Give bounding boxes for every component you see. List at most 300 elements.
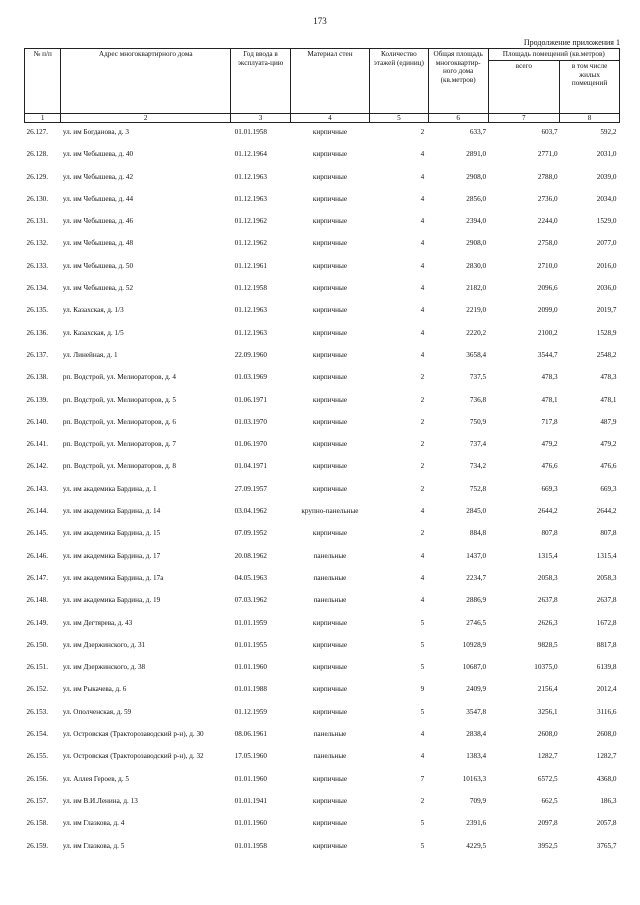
address-cell: ул. им Глазкова, д. 4 (62, 819, 125, 828)
wall-material-cell: кирпичные (312, 284, 348, 293)
living-area-cell: 6139,8 (596, 663, 617, 672)
row-number: 26.156. (26, 774, 49, 783)
floors-cell: 2 (420, 484, 425, 493)
total-area-cell: 750,9 (469, 417, 487, 426)
header-floors: Количество этажей (единиц) (369, 49, 428, 114)
table-row (25, 279, 620, 301)
total-area-cell: 752,8 (469, 484, 487, 493)
wall-material-cell: кирпичные (312, 618, 348, 627)
row-number: 26.157. (26, 796, 49, 805)
address-cell: ул. Ополченская, д. 59 (62, 707, 132, 716)
floors-cell: 4 (420, 551, 425, 560)
wall-material-cell: кирпичные (312, 841, 348, 850)
row-number: 26.130. (26, 194, 49, 203)
living-area-cell: 807,8 (600, 529, 617, 538)
commission-date-cell: 01.01.1960 (234, 774, 267, 783)
commission-date-cell: 01.04.1971 (234, 462, 267, 471)
commission-date-cell: 03.04.1962 (234, 507, 267, 516)
commission-date-cell: 01.01.1958 (234, 128, 267, 136)
table-row (25, 747, 620, 769)
row-number: 26.143. (26, 484, 49, 493)
wall-material-cell: кирпичные (312, 663, 348, 672)
premises-area-cell: 717,8 (541, 417, 558, 426)
premises-area-cell: 478,1 (541, 395, 558, 404)
living-area-cell: 2012,4 (596, 685, 617, 694)
living-area-cell: 478,3 (600, 373, 617, 382)
row-number: 26.147. (26, 573, 49, 582)
floors-cell: 4 (420, 752, 425, 761)
premises-area-cell: 2608,0 (537, 730, 558, 739)
address-cell: ул. им Чебышева, д. 44 (62, 194, 134, 203)
table-body (25, 123, 620, 859)
wall-material-cell: кирпичные (312, 796, 348, 805)
header-num: № п/п (25, 49, 61, 114)
total-area-cell: 737,5 (469, 373, 487, 382)
living-area-cell: 669,3 (600, 484, 617, 493)
floors-cell: 2 (420, 373, 425, 382)
floors-cell: 2 (420, 462, 425, 471)
commission-date-cell: 04.05.1963 (234, 573, 267, 582)
row-number: 26.139. (26, 395, 49, 404)
premises-area-cell: 2736,0 (537, 194, 558, 203)
row-number: 26.146. (26, 551, 49, 560)
commission-date-cell: 01.12.1963 (234, 306, 267, 315)
living-area-cell: 1672,8 (596, 618, 617, 627)
header-total-area: Общая площадь многоквартир-ного дома (кв.метров) (428, 49, 488, 114)
address-cell: ул. им академика Бардина, д. 15 (62, 529, 161, 538)
table-row (25, 614, 620, 636)
floors-cell: 4 (420, 261, 425, 270)
premises-area-cell: 1315,4 (537, 551, 558, 560)
row-number: 26.132. (26, 239, 49, 248)
living-area-cell: 3116,6 (597, 707, 617, 716)
floors-cell: 2 (420, 417, 425, 426)
wall-material-cell: кирпичные (312, 707, 348, 716)
floors-cell: 4 (420, 217, 425, 226)
row-number: 26.133. (26, 261, 49, 270)
floors-cell: 4 (420, 507, 425, 516)
table-row (25, 569, 620, 591)
table-row (25, 346, 620, 368)
table-row (25, 234, 620, 256)
table-row (25, 770, 620, 792)
table-row (25, 368, 620, 390)
table-row (25, 636, 620, 658)
floors-cell: 2 (420, 440, 425, 449)
address-cell: ул. Казахская, д. 1/3 (62, 306, 124, 315)
column-number: 3 (231, 114, 291, 123)
premises-area-cell: 2100,2 (537, 328, 558, 337)
address-cell: ул. им академика Бардина, д. 1 (62, 484, 157, 493)
table-row (25, 680, 620, 702)
row-number: 26.148. (26, 596, 49, 605)
total-area-cell: 2182,0 (466, 284, 487, 293)
total-area-cell: 633,7 (469, 128, 487, 136)
wall-material-cell: кирпичные (312, 150, 348, 159)
address-cell: ул. им В.И.Ленина, д. 13 (62, 796, 138, 805)
wall-material-cell: кирпичные (312, 529, 348, 538)
floors-cell: 4 (420, 730, 425, 739)
wall-material-cell: кирпичные (312, 395, 348, 404)
table-row (25, 591, 620, 613)
commission-date-cell: 01.12.1964 (234, 150, 267, 159)
wall-material-cell: кирпичные (312, 685, 348, 694)
commission-date-cell: 01.01.1958 (234, 841, 267, 850)
wall-material-cell: кирпичные (312, 172, 348, 181)
living-area-cell: 3765,7 (596, 841, 617, 850)
premises-area-cell: 2097,8 (537, 819, 558, 828)
table-row (25, 145, 620, 167)
total-area-cell: 734,2 (469, 462, 487, 471)
table-row (25, 212, 620, 234)
commission-date-cell: 08.06.1961 (234, 730, 267, 739)
table-row (25, 123, 620, 146)
total-area-cell: 736,8 (469, 395, 487, 404)
address-cell: ул. им Глазкова, д. 5 (62, 841, 125, 850)
row-number: 26.136. (26, 328, 49, 337)
row-number: 26.141. (26, 440, 49, 449)
page-number: 173 (313, 16, 327, 26)
total-area-cell: 2746,5 (466, 618, 487, 627)
column-number: 7 (488, 114, 560, 123)
premises-area-cell: 478,3 (541, 373, 558, 382)
total-area-cell: 10163,3 (462, 774, 487, 783)
wall-material-cell: панельные (313, 573, 347, 582)
floors-cell: 7 (420, 774, 425, 783)
wall-material-cell: панельные (313, 752, 347, 761)
total-area-cell: 2220,2 (466, 328, 487, 337)
living-area-cell: 2644,2 (596, 507, 617, 516)
commission-date-cell: 01.01.1960 (234, 663, 267, 672)
address-cell: ул. им Дегтярева, д. 43 (62, 618, 133, 627)
floors-cell: 5 (420, 707, 425, 716)
premises-area-cell: 2096,6 (537, 284, 558, 293)
header-year: Год ввода в эксплуата-цию (231, 49, 291, 114)
row-number: 26.149. (26, 618, 49, 627)
living-area-cell: 487,9 (600, 417, 617, 426)
premises-area-cell: 2058,3 (537, 573, 558, 582)
table-row (25, 190, 620, 212)
address-cell: ул. Островская (Тракторозаводский р-н), д. 32 (62, 752, 204, 761)
total-area-cell: 2219,0 (466, 306, 487, 315)
living-area-cell: 2031,0 (596, 150, 617, 159)
floors-cell: 9 (420, 685, 425, 694)
living-area-cell: 1529,0 (596, 217, 617, 226)
living-area-cell: 2637,8 (596, 596, 617, 605)
commission-date-cell: 20.08.1962 (234, 551, 267, 560)
total-area-cell: 2409,9 (466, 685, 487, 694)
row-number: 26.154. (26, 730, 49, 739)
address-cell: ул. Островская (Тракторозаводский р-н), д. 30 (62, 730, 204, 739)
floors-cell: 5 (420, 841, 425, 850)
living-area-cell: 2019,7 (596, 306, 617, 315)
premises-area-cell: 3544,7 (537, 350, 558, 359)
premises-area-cell: 2788,0 (537, 172, 558, 181)
premises-area-cell: 2644,2 (537, 507, 558, 516)
floors-cell: 4 (420, 172, 425, 181)
row-number: 26.138. (26, 373, 49, 382)
commission-date-cell: 01.12.1962 (234, 217, 267, 226)
living-area-cell: 2016,0 (596, 261, 617, 270)
floors-cell: 2 (420, 529, 425, 538)
wall-material-cell: кирпичные (312, 261, 348, 270)
row-number: 26.153. (26, 707, 49, 716)
premises-area-cell: 2710,0 (537, 261, 558, 270)
floors-cell: 5 (420, 618, 425, 627)
table-row (25, 502, 620, 524)
table-row (25, 413, 620, 435)
commission-date-cell: 17.05.1960 (234, 752, 267, 761)
commission-date-cell: 01.03.1969 (234, 373, 267, 382)
address-cell: ул. им академика Бардина, д. 19 (62, 596, 161, 605)
table-row (25, 524, 620, 546)
address-cell: ул. им Рыкачева, д. 6 (62, 685, 127, 694)
premises-area-cell: 2771,0 (537, 150, 558, 159)
address-cell: рп. Водстрой, ул. Мелиораторов, д. 7 (62, 440, 176, 449)
row-number: 26.144. (26, 507, 49, 516)
row-number: 26.131. (26, 217, 49, 226)
table-row (25, 257, 620, 279)
wall-material-cell: кирпичные (312, 373, 348, 382)
address-cell: ул. Казахская, д. 1/5 (62, 328, 124, 337)
table-row (25, 792, 620, 814)
living-area-cell: 2058,3 (596, 573, 617, 582)
floors-cell: 2 (420, 128, 425, 136)
total-area-cell: 2391,6 (466, 819, 487, 828)
row-number: 26.145. (26, 529, 49, 538)
row-number: 26.150. (26, 640, 49, 649)
premises-area-cell: 3952,5 (537, 841, 558, 850)
table-row (25, 324, 620, 346)
living-area-cell: 1315,4 (596, 551, 617, 560)
commission-date-cell: 01.01.1941 (234, 796, 267, 805)
wall-material-cell: панельные (313, 551, 347, 560)
floors-cell: 4 (420, 239, 425, 248)
floors-cell: 4 (420, 284, 425, 293)
total-area-cell: 884,8 (469, 529, 487, 538)
floors-cell: 4 (420, 596, 425, 605)
total-area-cell: 737,4 (469, 440, 487, 449)
floors-cell: 4 (420, 573, 425, 582)
total-area-cell: 2845,0 (466, 507, 487, 516)
wall-material-cell: кирпичные (312, 640, 348, 649)
living-area-cell: 2036,0 (596, 284, 617, 293)
wall-material-cell: кирпичные (312, 128, 348, 136)
premises-area-cell: 479,2 (541, 440, 558, 449)
premises-area-cell: 2099,0 (537, 306, 558, 315)
living-area-cell: 2548,2 (596, 350, 617, 359)
total-area-cell: 709,9 (469, 796, 487, 805)
commission-date-cell: 01.01.1955 (234, 640, 267, 649)
total-area-cell: 2908,0 (466, 172, 487, 181)
address-cell: рп. Водстрой, ул. Мелиораторов, д. 8 (62, 462, 176, 471)
premises-area-cell: 9828,5 (537, 640, 558, 649)
floors-cell: 4 (420, 306, 425, 315)
floors-cell: 5 (420, 663, 425, 672)
commission-date-cell: 07.03.1962 (234, 596, 267, 605)
premises-area-cell: 2156,4 (537, 685, 558, 694)
commission-date-cell: 01.12.1959 (234, 707, 267, 716)
premises-area-cell: 662,5 (541, 796, 558, 805)
total-area-cell: 1383,4 (466, 752, 487, 761)
table-row (25, 301, 620, 323)
address-cell: рп. Водстрой, ул. Мелиораторов, д. 6 (62, 417, 176, 426)
table-row (25, 703, 620, 725)
row-number: 26.159. (26, 841, 49, 850)
wall-material-cell: крупно-панельные (301, 507, 359, 516)
commission-date-cell: 01.01.1959 (234, 618, 267, 627)
total-area-cell: 2234,7 (466, 573, 487, 582)
total-area-cell: 10687,0 (462, 663, 487, 672)
total-area-cell: 4229,5 (466, 841, 487, 850)
wall-material-cell: кирпичные (312, 774, 348, 783)
table-row (25, 391, 620, 413)
header-address: Адрес многоквартирного дома (61, 49, 231, 114)
commission-date-cell: 27.09.1957 (234, 484, 267, 493)
total-area-cell: 10928,9 (462, 640, 487, 649)
commission-date-cell: 01.12.1961 (234, 261, 267, 270)
premises-area-cell: 3256,1 (537, 707, 558, 716)
living-area-cell: 2608,0 (596, 730, 617, 739)
header-premises-area: Площадь помещений (кв.метров) (488, 49, 619, 61)
row-number: 26.158. (26, 819, 49, 828)
table-row (25, 725, 620, 747)
premises-area-cell: 807,8 (541, 529, 558, 538)
address-cell: ул. им Чебышева, д. 50 (62, 261, 134, 270)
address-cell: ул. им Дзержинского, д. 38 (62, 663, 146, 672)
row-number: 26.140. (26, 417, 49, 426)
wall-material-cell: кирпичные (312, 328, 348, 337)
continuation-note: Продолжение приложения 1 (523, 38, 620, 47)
living-area-cell: 592,2 (600, 128, 617, 136)
total-area-cell: 2886,9 (466, 596, 487, 605)
wall-material-cell: кирпичные (312, 350, 348, 359)
commission-date-cell: 01.12.1958 (234, 284, 267, 293)
commission-date-cell: 01.12.1963 (234, 328, 267, 337)
wall-material-cell: кирпичные (312, 440, 348, 449)
commission-date-cell: 01.12.1963 (234, 194, 267, 203)
header-premises-living: в том числе жилых помещений (560, 61, 620, 114)
wall-material-cell: кирпичные (312, 194, 348, 203)
column-number: 1 (25, 114, 61, 123)
address-cell: ул. им академика Бардина, д. 17 (62, 551, 161, 560)
premises-area-cell: 476,6 (541, 462, 558, 471)
wall-material-cell: кирпичные (312, 462, 348, 471)
premises-area-cell: 669,3 (541, 484, 558, 493)
table-row (25, 457, 620, 479)
table-row (25, 547, 620, 569)
address-cell: ул. им Дзержинского, д. 31 (62, 640, 146, 649)
wall-material-cell: кирпичные (312, 819, 348, 828)
table-row (25, 814, 620, 836)
row-number: 26.135. (26, 306, 49, 315)
wall-material-cell: кирпичные (312, 217, 348, 226)
premises-area-cell: 10375,0 (534, 663, 558, 672)
row-number: 26.142. (26, 462, 49, 471)
wall-material-cell: кирпичные (312, 306, 348, 315)
table-row (25, 480, 620, 502)
address-cell: ул. им Чебышева, д. 52 (62, 284, 134, 293)
living-area-cell: 2039,0 (596, 172, 617, 181)
floors-cell: 2 (420, 395, 425, 404)
column-number: 6 (428, 114, 488, 123)
row-number: 26.134. (26, 284, 49, 293)
commission-date-cell: 01.01.1960 (234, 819, 267, 828)
column-number: 8 (560, 114, 620, 123)
column-number: 4 (290, 114, 369, 123)
row-number: 26.155. (26, 752, 49, 761)
wall-material-cell: панельные (313, 730, 347, 739)
address-cell: ул. им Чебышева, д. 48 (62, 239, 134, 248)
premises-area-cell: 2244,0 (537, 217, 558, 226)
table-row (25, 168, 620, 190)
address-cell: рп. Водстрой, ул. Мелиораторов, д. 5 (62, 395, 176, 404)
address-cell: ул. им Чебышева, д. 42 (62, 172, 134, 181)
living-area-cell: 8817,8 (596, 640, 617, 649)
floors-cell: 5 (420, 819, 425, 828)
commission-date-cell: 01.06.1971 (234, 395, 267, 404)
address-cell: ул. Аллея Героев, д. 5 (62, 774, 130, 783)
address-cell: ул. им академика Бардина, д. 14 (62, 507, 161, 516)
total-area-cell: 2830,0 (466, 261, 487, 270)
premises-area-cell: 2637,8 (537, 596, 558, 605)
housing-table (24, 48, 620, 859)
wall-material-cell: кирпичные (312, 239, 348, 248)
header-premises-all: всего (488, 61, 560, 114)
living-area-cell: 2057,8 (596, 819, 617, 828)
row-number: 26.137. (26, 350, 49, 359)
total-area-cell: 2856,0 (466, 194, 487, 203)
premises-area-cell: 6572,5 (537, 774, 558, 783)
row-number: 26.127. (26, 128, 49, 136)
floors-cell: 2 (420, 796, 425, 805)
commission-date-cell: 01.01.1988 (234, 685, 267, 694)
premises-area-cell: 2626,3 (537, 618, 558, 627)
floors-cell: 5 (420, 640, 425, 649)
premises-area-cell: 603,7 (541, 128, 558, 136)
living-area-cell: 479,2 (600, 440, 617, 449)
premises-area-cell: 1282,7 (537, 752, 558, 761)
table-row (25, 837, 620, 859)
living-area-cell: 1528,9 (596, 328, 617, 337)
living-area-cell: 476,6 (600, 462, 617, 471)
header-material: Материал стен (290, 49, 369, 114)
total-area-cell: 2908,0 (466, 239, 487, 248)
living-area-cell: 4368,0 (596, 774, 617, 783)
commission-date-cell: 01.12.1963 (234, 172, 267, 181)
commission-date-cell: 01.06.1970 (234, 440, 267, 449)
address-cell: ул. им Чебышева, д. 46 (62, 217, 134, 226)
address-cell: рп. Водстрой, ул. Мелиораторов, д. 4 (62, 373, 176, 382)
total-area-cell: 3658,4 (466, 350, 487, 359)
living-area-cell: 1282,7 (596, 752, 617, 761)
commission-date-cell: 01.12.1962 (234, 239, 267, 248)
living-area-cell: 186,3 (600, 796, 617, 805)
wall-material-cell: кирпичные (312, 484, 348, 493)
living-area-cell: 2077,0 (596, 239, 617, 248)
wall-material-cell: панельные (313, 596, 347, 605)
living-area-cell: 478,1 (600, 395, 617, 404)
commission-date-cell: 07.09.1952 (234, 529, 267, 538)
total-area-cell: 2394,0 (466, 217, 487, 226)
table-row (25, 435, 620, 457)
living-area-cell: 2034,0 (596, 194, 617, 203)
row-number: 26.129. (26, 172, 49, 181)
floors-cell: 4 (420, 350, 425, 359)
column-number: 5 (369, 114, 428, 123)
row-number: 26.128. (26, 150, 49, 159)
row-number: 26.152. (26, 685, 49, 694)
